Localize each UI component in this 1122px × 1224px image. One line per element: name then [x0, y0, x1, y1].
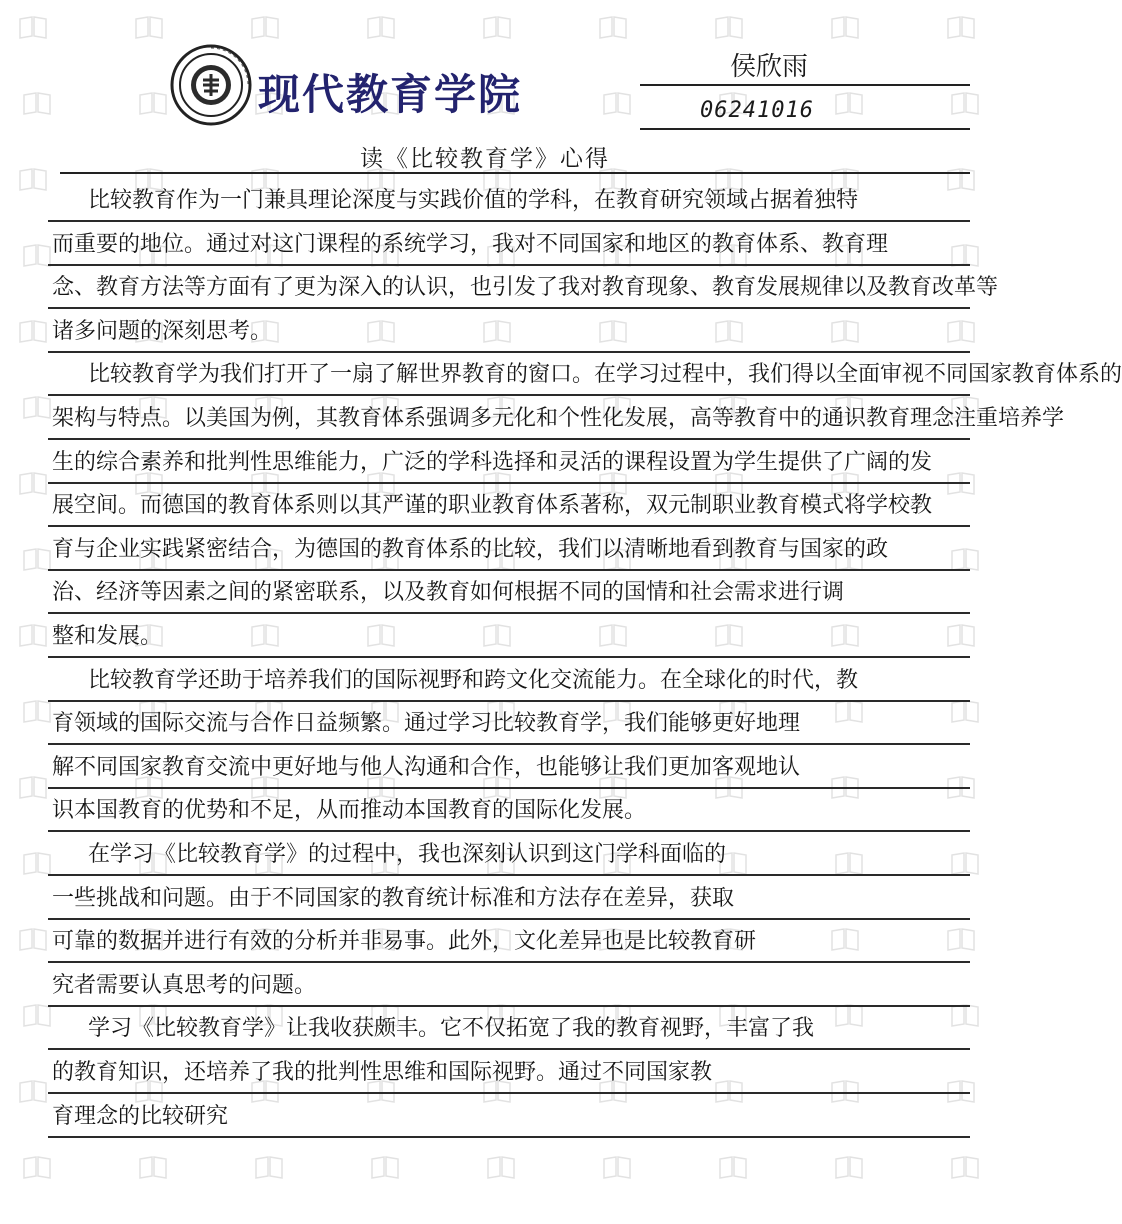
essay-line: 在学习《比较教育学》的过程中，我也深刻认识到这门学科面临的	[88, 842, 727, 867]
book-doodle	[946, 14, 976, 40]
book-doodle	[18, 166, 48, 192]
ruled-line	[48, 1092, 970, 1094]
book-doodle	[254, 1154, 284, 1180]
book-doodle	[18, 926, 48, 952]
university-seal-icon	[170, 44, 252, 126]
essay-line: 学习《比较教育学》让我收获颇丰。它不仅拓宽了我的教育视野，丰富了我	[88, 1016, 815, 1042]
ruled-line	[48, 482, 970, 484]
essay-line: 育理念的比较研究	[52, 1103, 229, 1129]
ruled-line	[48, 1005, 970, 1007]
book-doodle	[22, 850, 52, 876]
book-doodle	[22, 698, 52, 724]
ruled-line	[48, 612, 970, 614]
ruled-line	[48, 394, 970, 396]
ruled-line	[48, 700, 970, 702]
essay-line: 解不同国家教育交流中更好地与他人沟通和合作，也能够让我们更加客观地认	[52, 754, 801, 780]
essay-line: 而重要的地位。通过对这门课程的系统学习，我对不同国家和地区的教育体系、教育理	[52, 231, 889, 257]
title-underline	[60, 172, 970, 174]
book-doodle	[602, 1154, 632, 1180]
book-doodle	[18, 470, 48, 496]
ruled-line	[48, 351, 970, 353]
book-doodle	[830, 14, 860, 40]
essay-line: 究者需要认真思考的问题。	[52, 972, 317, 998]
book-doodle	[602, 90, 632, 116]
book-doodle	[250, 14, 280, 40]
book-doodle	[950, 1154, 980, 1180]
essay-line: 念、教育方法等方面有了更为深入的认识，也引发了我对教育现象、教育发展规律以及教育改革等	[52, 275, 999, 301]
book-doodle	[486, 1154, 516, 1180]
essay-line: 比较教育作为一门兼具理论深度与实践价值的学科，在教育研究领域占据着独特	[88, 188, 859, 213]
book-doodle	[18, 14, 48, 40]
essay-line: 比较教育学为我们打开了一扇了解世界教育的窗口。在学习过程中，我们得以全面审视不同国家教育体系的	[88, 362, 1122, 388]
name-underline	[640, 84, 970, 86]
ruled-line	[48, 830, 970, 832]
book-doodle	[950, 90, 980, 116]
student-name: 侯欣雨	[730, 52, 809, 82]
essay-line: 架构与特点。以美国为例，其教育体系强调多元化和个性化发展，高等教育中的通识教育理念注重培养学	[52, 406, 1065, 431]
ruled-line	[48, 874, 970, 876]
ruled-line	[48, 438, 970, 440]
book-doodle	[22, 90, 52, 116]
ruled-line	[48, 1136, 970, 1138]
book-doodle	[22, 394, 52, 420]
institution-title: 现代教育学院	[258, 70, 523, 119]
essay-line: 识本国教育的优势和不足，从而推动本国教育的国际化发展。	[52, 798, 647, 824]
essay-line: 的教育知识，还培养了我的批判性思维和国际视野。通过不同国家教	[52, 1060, 713, 1085]
ruled-line	[48, 220, 970, 222]
document-title: 读《比较教育学》心得	[360, 146, 610, 172]
book-doodle	[22, 1154, 52, 1180]
book-doodle	[714, 14, 744, 40]
id-underline	[640, 128, 970, 130]
book-doodle	[598, 14, 628, 40]
essay-line: 诸多问题的深刻思考。	[52, 318, 273, 344]
ruled-line	[48, 961, 970, 963]
ruled-line	[48, 569, 970, 571]
essay-line: 生的综合素养和批判性思维能力，广泛的学科选择和灵活的课程设置为学生提供了广阔的发	[52, 449, 933, 475]
essay-line: 整和发展。	[52, 624, 163, 649]
ruled-line	[48, 525, 970, 527]
ruled-line	[48, 264, 970, 266]
book-doodle	[138, 90, 168, 116]
essay-line: 可靠的数据并进行有效的分析并非易事。此外，文化差异也是比较教育研	[52, 929, 757, 955]
book-doodle	[138, 1154, 168, 1180]
book-doodle	[834, 90, 864, 116]
book-doodle	[18, 622, 48, 648]
ruled-line	[48, 743, 970, 745]
essay-line: 展空间。而德国的教育体系则以其严谨的职业教育体系著称，双元制职业教育模式将学校教	[52, 493, 933, 519]
ruled-line	[48, 918, 970, 920]
essay-line: 育与企业实践紧密结合，为德国的教育体系的比较，我们以清晰地看到教育与国家的政	[52, 536, 889, 562]
ruled-line	[48, 1048, 970, 1050]
ruled-line	[48, 787, 970, 789]
book-doodle	[834, 1154, 864, 1180]
book-doodle	[370, 1154, 400, 1180]
essay-line: 育领域的国际交流与合作日益频繁。通过学习比较教育学，我们能够更好地理	[52, 711, 801, 737]
ruled-line	[48, 307, 970, 309]
ruled-line	[48, 656, 970, 658]
book-doodle	[134, 14, 164, 40]
book-doodle	[18, 318, 48, 344]
student-id: 06241016	[700, 98, 814, 123]
book-doodle	[18, 774, 48, 800]
essay-line: 一些挑战和问题。由于不同国家的教育统计标准和方法存在差异，获取	[52, 885, 735, 911]
book-doodle	[18, 1078, 48, 1104]
book-doodle	[366, 14, 396, 40]
book-doodle	[482, 14, 512, 40]
essay-line: 比较教育学还助于培养我们的国际视野和跨文化交流能力。在全球化的时代，教	[88, 667, 859, 693]
book-doodle	[718, 1154, 748, 1180]
essay-line: 治、经济等因素之间的紧密联系，以及教育如何根据不同的国情和社会需求进行调	[52, 580, 845, 606]
